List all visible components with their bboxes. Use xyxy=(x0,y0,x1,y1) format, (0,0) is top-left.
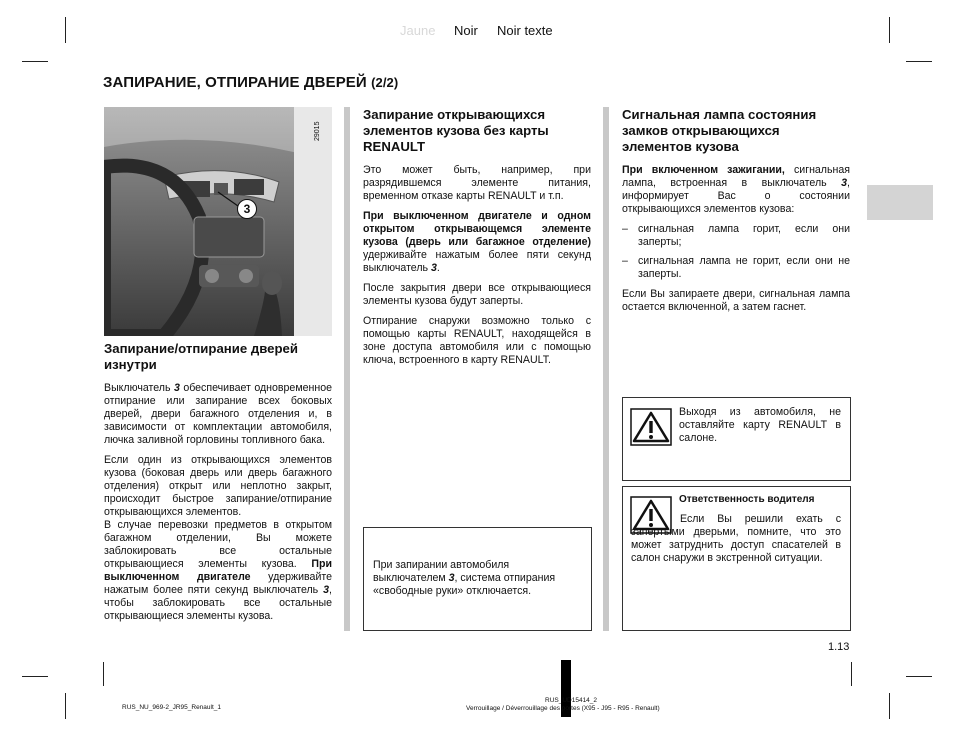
page-title xyxy=(103,74,398,91)
warning-text: Выходя из автомобиля, не оставляйте карту RENAULT в салоне. xyxy=(679,406,841,444)
callout-leader xyxy=(104,107,332,336)
paragraph: После закрытия двери все открывающиеся элементы кузова будут заперты. xyxy=(363,282,591,307)
crop-mark xyxy=(22,61,48,62)
crop-mark xyxy=(906,61,932,62)
dashboard-photo xyxy=(104,107,332,336)
crop-mark xyxy=(889,17,890,43)
section-heading: Сигнальная лампа состояния замков открывающихся элементов кузова xyxy=(622,107,817,154)
warning-icon xyxy=(630,408,672,446)
section-heading: Запирание/отпирание дверей изнутри xyxy=(104,341,298,372)
crop-mark xyxy=(889,693,890,719)
footer-right-1: RUS_UD15414_2 xyxy=(545,697,598,704)
column-divider xyxy=(344,107,350,631)
paragraph: Отпирание снаружи возможно только с помощью карты RENAULT, находящейся в зоне доступа автомобиля или с помощью ключа, встроенного в карту RENAULT. xyxy=(363,315,591,366)
note-text: При запирании автомобиля выключателем 3, система отпирания «свободные руки» отключается. xyxy=(373,559,556,597)
crop-mark xyxy=(65,693,66,719)
column-1 xyxy=(104,341,332,630)
callout-number: 3 xyxy=(243,202,251,216)
page-title-text: ЗАПИРАНИЕ, ОТПИРАНИЕ ДВЕРЕЙ xyxy=(103,74,367,91)
paragraph: Если один из открывающихся элементов кузова (боковая дверь или дверь багажного отделения) открыт или неплотно закрыт, происходит быстрое запирание/отпирание открывающихся элементов. xyxy=(104,454,332,518)
crop-mark xyxy=(22,676,48,677)
column-3 xyxy=(622,107,850,321)
note-box xyxy=(363,527,592,631)
paragraph: Это может быть, например, при разрядившемся элементе питания, временном отказе карты RENAULT и т.п. xyxy=(363,164,591,202)
color-label-noir: Noir xyxy=(454,23,478,38)
crop-mark xyxy=(103,662,104,686)
crop-mark xyxy=(851,662,852,686)
color-label-noir-texte: Noir texte xyxy=(497,23,553,38)
warning-title: Ответственность водителя xyxy=(679,494,815,505)
paragraph: Если Вы запираете двери, сигнальная лампа остается включенной, а затем гаснет. xyxy=(622,288,850,313)
page-title-part: (2/2) xyxy=(371,75,399,90)
footer-right-2: Verrouillage / Déverrouillage des portes (X95 - J95 - R95 - Renault) xyxy=(466,705,660,712)
paragraph: Выключатель 3 обеспечивает одновременное отпирание или запирание всех боковых дверей, двери багажного отделения и, в зависимости от комплектации автомобиля, лючка заливной горловины топливного бака. xyxy=(104,382,332,446)
figure-code: 29015 xyxy=(314,121,321,141)
list-item: – сигнальная лампа горит, если они заперты; xyxy=(622,223,850,248)
color-label-jaune: Jaune xyxy=(400,23,436,38)
callout-circle xyxy=(237,199,257,219)
page-number: 1.13 xyxy=(828,641,850,653)
list-item: – сигнальная лампа не горит, если они не заперты. xyxy=(622,255,850,280)
warning-box xyxy=(622,486,851,631)
crop-mark xyxy=(906,676,932,677)
section-tab xyxy=(867,185,933,220)
paragraph: При включенном зажигании, сигнальная лампа, встроенная в выключатель 3, информирует Вас о состоянии открывающихся элементов кузова: xyxy=(622,164,850,215)
paragraph: При выключенном двигателе и одном открытом открывающемся элементе кузова (дверь или багажное отделение) удерживайте нажатым более пяти секунд выключатель 3. xyxy=(363,210,591,274)
warning-text: Если Вы решили ехать с запертыми дверьми, помните, что это может затруднить доступ спасателей в салон снаружи в экстренной ситуации. xyxy=(631,513,841,564)
column-divider xyxy=(603,107,609,631)
crop-mark xyxy=(65,17,66,43)
warning-box xyxy=(622,397,851,481)
section-heading: Запирание открывающихся элементов кузова без карты RENAULT xyxy=(363,107,549,154)
footer-left: RUS_NU_969-2_JR95_Renault_1 xyxy=(122,704,222,711)
paragraph: В случае перевозки предметов в открытом багажном отделении, Вы можете заблокировать все остальные открывающиеся элементы кузова. При выключенном двигателе удерживайте нажатым более пяти секунд выключатель 3, чтобы заблокировать все остальные открывающиеся элементы кузова. xyxy=(104,519,332,622)
column-2 xyxy=(363,107,591,374)
